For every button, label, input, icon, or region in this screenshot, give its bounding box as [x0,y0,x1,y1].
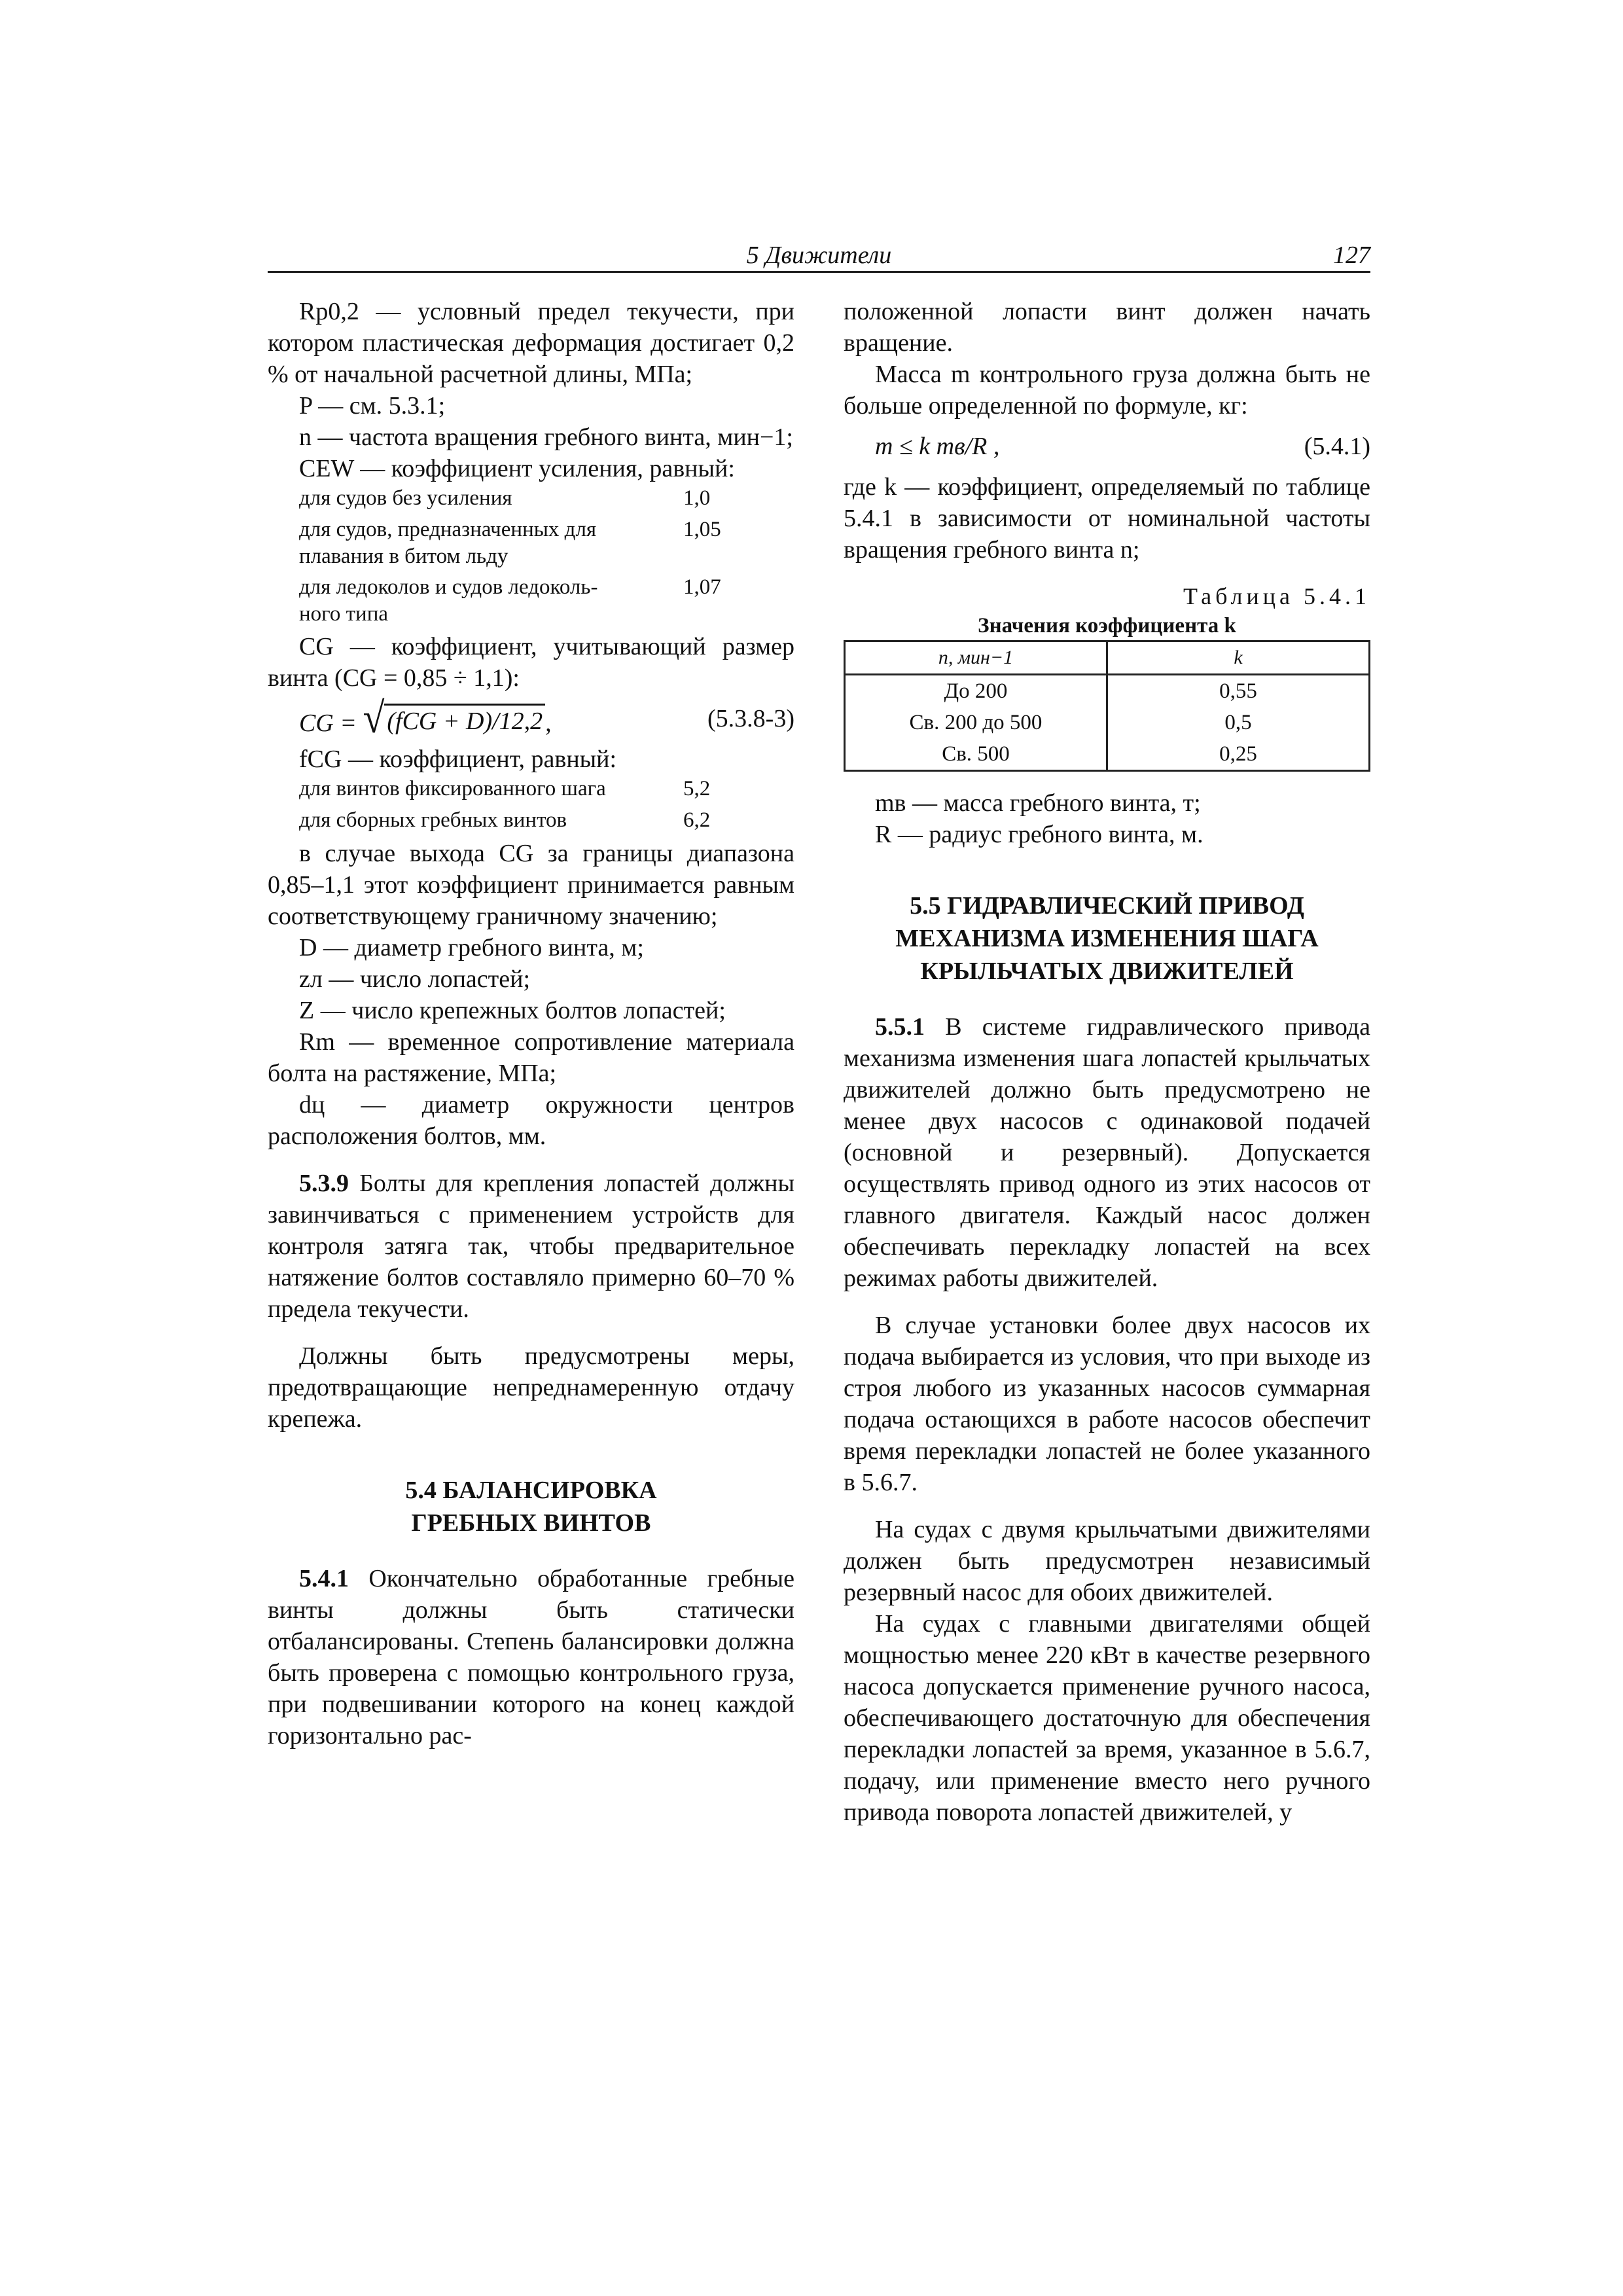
paragraph-5-5-1 [844,1011,1370,1294]
definition-cg: CG — коэффициент, учитывающий размер винта (CG = 0,85 ÷ 1,1): [268,633,794,692]
definition-fcg: fCG — коэффициент, равный: [299,745,617,773]
table-header-row [845,641,1370,675]
table-cell: Св. 500 [845,738,1107,771]
table-cell: 0,25 [1107,738,1370,771]
table-title: Значения коэффициента k [978,614,1236,637]
definition-zl: zл — число лопастей; [299,965,531,993]
table-row [845,675,1370,708]
paragraph-5-4-1 [268,1563,794,1751]
cew-item [268,484,794,512]
formula-radicand: (fCG + D)/12,2 [384,704,545,737]
definition-n: n — частота вращения гребного винта, мин−1; [299,423,793,451]
definition-z: Z — число крепежных болтов лопастей; [299,997,726,1024]
formula-expression: m ≤ k mв/R , [875,433,1000,460]
paragraph-5-5-1-d: На судах с главными двигателями общей мощностью менее 220 кВт в качестве резервного насоса допускается применение ручного насоса, обеспечивающего достаточную для обеспечения перекладки лопастей за время, указанное в 5.6.7, подачу, или применение вместо него ручного привода поворота лопастей движителей, у [844,1610,1370,1826]
definition-mv: mв — масса гребного винта, т; [875,789,1201,817]
cew-item-value: 1,07 [683,575,721,599]
sqrt-sign: √ (fCG + D)/12,2 [363,698,545,738]
coefficient-table [844,640,1370,772]
fcg-item-label: для винтов фиксированного шага [299,777,606,800]
definition-rm: Rm — временное сопротивление материала болта на растяжение, МПа; [268,1028,794,1087]
cg-range-note: в случае выхода CG за границы диапазона 0,85–1,1 этот коэффициент принимается равным соответствующему граничному значению; [268,840,794,930]
paragraph-5-3-9 [268,1168,794,1325]
paragraph-5-5-1-c: На судах с двумя крыльчатыми движителями должен быть предусмотрен независимый резервный насос для обоих движителей. [844,1516,1370,1606]
definition-p: P — см. 5.3.1; [299,392,446,420]
formula-number: (5.3.8-3) [707,705,794,732]
cew-item-label: для судов без усиления [299,486,512,510]
paragraph-mass: Масса m контрольного груза должна быть не больше определенной по формуле, кг: [844,361,1370,420]
section-heading-5-4-line2: ГРЕБНЫХ ВИНТОВ [411,1509,651,1537]
definition-dc: dц — диаметр окружности центров расположения болтов, мм. [268,1091,794,1150]
formula-5-4-1 [844,422,1370,471]
formula-lhs: CG = [299,709,357,737]
table-cell: До 200 [845,675,1107,708]
paragraph-text: Болты для крепления лопастей должны завинчиваться с применением устройств для контроля затяга так, чтобы предварительное натяжение болтов составляло примерно 60–70 % предела текучести. [268,1170,794,1323]
table-header-cell: n, мин−1 [845,641,1107,675]
chapter-title: 5 Движители [746,242,892,269]
fcg-item [268,775,794,802]
definition-rp02: Rp0,2 — условный предел текучести, при котором пластическая деформация достигает 0,2 % от начальной расчетной длины, МПа; [268,298,794,388]
definition-cew: CEW — коэффициент усиления, равный: [299,455,735,482]
table-cell: 0,5 [1107,707,1370,738]
fcg-item [268,806,794,834]
definition-r: R — радиус гребного винта, м. [875,821,1204,848]
cew-item-label: для судов, предназначенных для [299,518,597,541]
running-header [268,241,1370,273]
paragraph-continuation: положенной лопасти винт должен начать вращение. [844,298,1370,357]
section-heading-5-5-line2: МЕХАНИЗМА ИЗМЕНЕНИЯ ШАГА [895,925,1319,952]
cew-item [268,516,794,569]
right-column [844,296,1370,1828]
cew-item-value: 1,0 [683,486,711,510]
section-heading-5-5-line3: КРЫЛЬЧАТЫХ ДВИЖИТЕЛЕЙ [920,958,1294,985]
cew-item-value: 1,05 [683,518,721,541]
section-heading-5-5: 5.5 ГИДРАВЛИЧЕСКИЙ ПРИВОД [910,892,1304,920]
fcg-item-value: 6,2 [683,808,711,832]
clause-number: 5.5.1 [875,1013,925,1041]
paragraph-5-3-9-b: Должны быть предусмотрены меры, предотвращающие непреднамеренную отдачу крепежа. [268,1342,794,1433]
table-row [845,738,1370,771]
formula-number: (5.4.1) [1304,433,1370,460]
clause-number: 5.3.9 [299,1170,349,1197]
page-number: 127 [1333,242,1370,269]
cew-item-label: для ледоколов и судов ледоколь- [299,575,598,599]
cew-item-continuation: плавания в битом льду [299,545,508,568]
table-cell: Св. 200 до 500 [845,707,1107,738]
table-row [845,707,1370,738]
formula-tail: , [545,709,552,737]
table-cell: 0,55 [1107,675,1370,708]
paragraph-5-5-1-b: В случае установки более двух насосов их подача выбирается из условия, что при выходе из строя любого из указанных насосов суммарная подача остающихся в работе насосов обеспечит время перекладки лопастей не более указанного в 5.6.7. [844,1312,1370,1496]
cew-item-continuation: ного типа [299,602,389,626]
definition-k: где k — коэффициент, определяемый по таблице 5.4.1 в зависимости от номинальной частоты вращения гребного винта n; [844,473,1370,564]
formula-5-3-8-3 [268,694,794,744]
table-header-cell: k [1107,641,1370,675]
paragraph-text: Окончательно обработанные гребные винты должны быть статически отбалансированы. Степень балансировки должна быть проверена с помощью контрольного груза, при подвешивании которого на конец каждой горизонтально рас- [268,1565,794,1749]
clause-number: 5.4.1 [299,1565,349,1592]
definition-d: D — диаметр гребного винта, м; [299,934,644,961]
left-column [268,296,794,1751]
cew-item [268,573,794,627]
paragraph-text: В системе гидравлического привода механизма изменения шага лопастей крыльчатых движителей должно быть предусмотрено не менее двух насосов с одинаковой подачей (основной и резервный). Допускается осуществлять привод одного из этих насосов от главного двигателя. Каждый насос должен обеспечивать перекладку лопастей на всех режимах работы движителей. [844,1013,1370,1292]
fcg-item-label: для сборных гребных винтов [299,808,567,832]
section-heading-5-4: 5.4 БАЛАНСИРОВКА [405,1477,657,1504]
table-caption: Таблица 5.4.1 [1183,583,1370,609]
fcg-item-value: 5,2 [683,777,711,800]
